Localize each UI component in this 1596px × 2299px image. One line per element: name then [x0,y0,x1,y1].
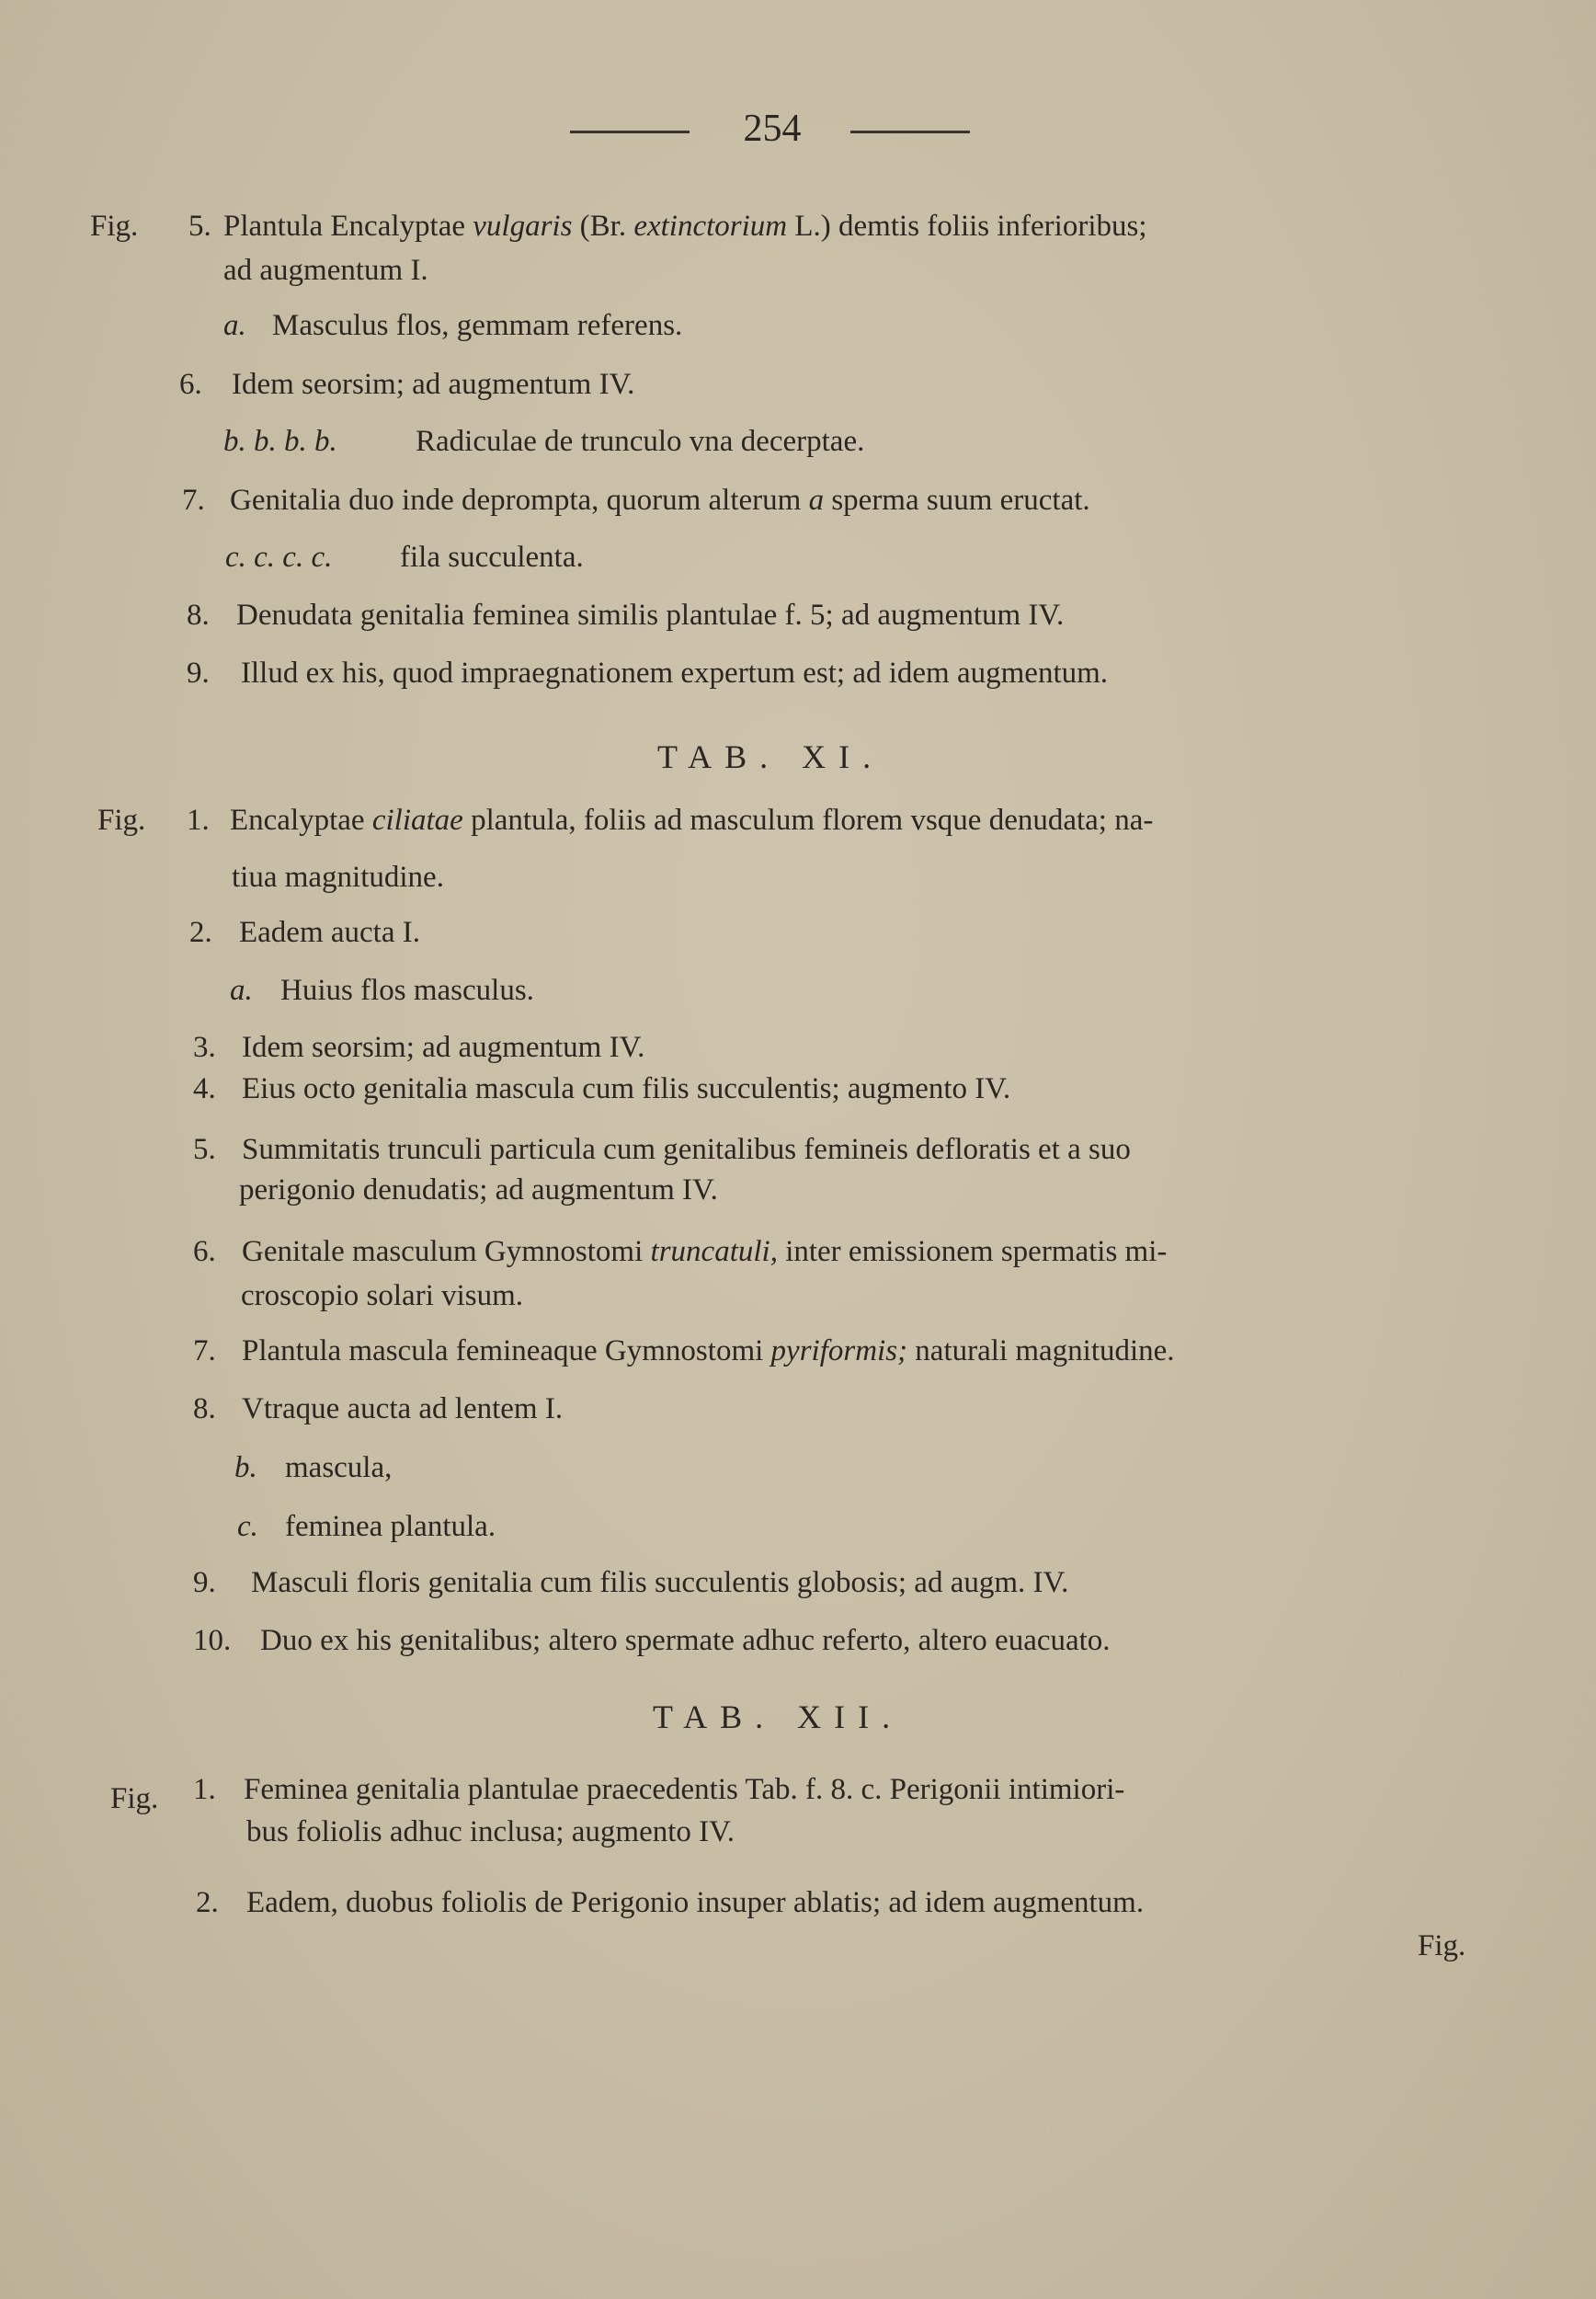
fig-label-1: Fig. [90,210,139,243]
entry-sub-label: a. [230,974,253,1007]
entry-num: 8. [187,599,210,632]
entry-num: 5. [188,210,211,243]
entry-text: Duo ex his genitalibus; altero spermate adhuc referto, altero euacuato. [260,1624,1111,1657]
entry-text: Vtraque aucta ad lentem I. [242,1392,564,1425]
entry-text: Summitatis trunculi particula cum genitalibus femineis defloratis et a suo [242,1133,1131,1166]
catchword: Fig. [1418,1929,1466,1962]
table-caption-xii: TAB. XII. [653,1699,904,1735]
fig-label-3: Fig. [110,1782,159,1815]
entry-num: 8. [193,1392,216,1425]
entry-sub-label: b. [234,1451,257,1484]
header-rule-left [570,131,690,133]
entry-num: 9. [187,657,210,690]
entry-continuation: bus foliolis adhuc inclusa; augmento IV. [246,1815,735,1848]
entry-num: 3. [193,1031,216,1064]
entry-num: 7. [182,484,205,517]
entry-continuation: ad augmentum I. [223,254,428,287]
entry-text: Plantula mascula femineaque Gymnostomi pyriformis; naturali magnitudine. [242,1334,1175,1367]
fig-label-2: Fig. [97,804,146,837]
entry-sub-text: fila succulenta. [400,541,584,574]
entry-text: Masculi floris genitalia cum filis succulentis globosis; ad augm. IV. [251,1566,1069,1599]
entry-text: Idem seorsim; ad augmentum IV. [242,1031,645,1064]
entry-text: Denudata genitalia feminea similis plantulae f. 5; ad augmentum IV. [236,599,1065,632]
entry-text: Feminea genitalia plantulae praecedentis Tab. f. 8. c. Perigonii intimiori- [244,1773,1125,1806]
entry-text: Eius octo genitalia mascula cum filis succulentis; augmento IV. [242,1072,1011,1105]
entry-num: 2. [189,916,212,949]
entry-num: 1. [193,1773,216,1806]
entry-text: Genitale masculum Gymnostomi truncatuli, inter emissionem spermatis mi- [242,1235,1168,1268]
entry-text: Encalyptae ciliatae plantula, foliis ad masculum florem vsque denudata; na- [230,804,1154,837]
entry-sub-label: b. b. b. b. [223,425,337,458]
entry-sub-label: c. [237,1510,258,1543]
entry-sub-text: Masculus flos, gemmam referens. [272,309,683,342]
entry-continuation: tiua magnitudine. [232,861,444,894]
entry-sub-text: Huius flos masculus. [280,974,534,1007]
entry-num: 6. [179,368,202,401]
page-number: 254 [743,108,802,150]
entry-num: 2. [196,1886,219,1919]
entry-sub-label: a. [223,309,246,342]
entry-sub-label: c. c. c. c. [225,541,333,574]
entry-sub-text: Radiculae de trunculo vna decerptae. [416,425,865,458]
header-rule-right [850,131,970,133]
entry-sub-text: feminea plantula. [285,1510,496,1543]
entry-text: Eadem aucta I. [239,916,420,949]
entry-num: 6. [193,1235,216,1268]
entry-sub-text: mascula, [285,1451,393,1484]
entry-continuation: croscopio solari visum. [241,1279,524,1312]
entry-num: 5. [193,1133,216,1166]
entry-num: 1. [187,804,210,837]
entry-text: Eadem, duobus foliolis de Perigonio insuper ablatis; ad idem augmentum. [246,1886,1145,1919]
entry-text: Idem seorsim; ad augmentum IV. [232,368,635,401]
entry-num: 7. [193,1334,216,1367]
entry-num: 4. [193,1072,216,1105]
table-caption-xi: TAB. XI. [657,738,884,775]
entry-text: Plantula Encalyptae vulgaris (Br. extinctorium L.) demtis foliis inferioribus; [223,210,1147,243]
entry-num: 10. [193,1624,232,1657]
entry-continuation: perigonio denudatis; ad augmentum IV. [239,1173,718,1207]
entry-text: Genitalia duo inde deprompta, quorum alterum a sperma suum eructat. [230,484,1090,517]
entry-num: 9. [193,1566,216,1599]
entry-text: Illud ex his, quod impraegnationem expertum est; ad idem augmentum. [241,657,1109,690]
